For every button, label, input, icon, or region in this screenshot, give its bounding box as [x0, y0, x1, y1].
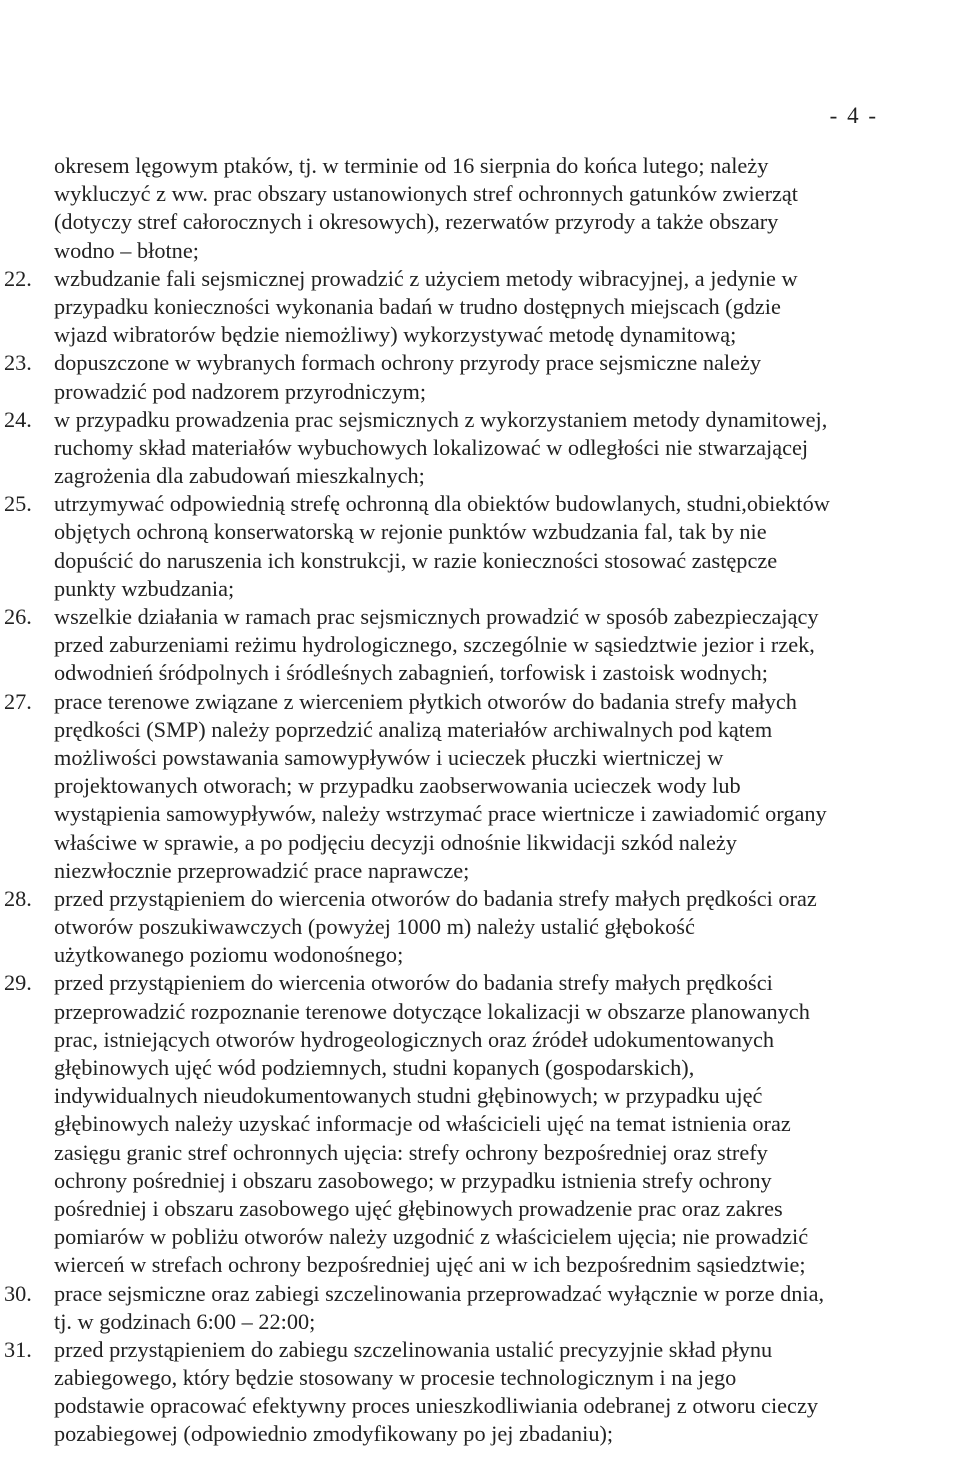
item-text: indywidualnych nieudokumentowanych studni głębinowych; w przypadku ujęć — [54, 1083, 763, 1109]
item-text: dopuszczone w wybranych formach ochrony przyrody prace sejsmiczne należy — [54, 350, 762, 376]
item-text: możliwości powstawania samowypływów i ucieczek płuczki wiertniczej w — [54, 744, 724, 770]
item-text: użytkowanego poziomu wodonośnego; — [54, 942, 404, 968]
text-line — [4, 1167, 914, 1195]
text-line — [4, 265, 914, 293]
text-line — [4, 406, 914, 434]
item-text: przeprowadzić rozpoznanie terenowe dotyczące lokalizacji w obszarze planowanych — [54, 998, 810, 1024]
text-line — [4, 1026, 914, 1054]
item-text: dopuścić do naruszenia ich konstrukcji, w razie konieczności stosować zastępcze — [54, 547, 778, 573]
item-number: 24. — [4, 406, 32, 432]
text-line — [4, 998, 914, 1026]
document-body — [4, 152, 914, 1449]
item-text: wystąpienia samowypływów, należy wstrzymać prace wiertnicze i zawiadomić organy — [54, 801, 827, 827]
item-text: (dotyczy stref całorocznych i okresowych), rezerwatów przyrody a także obszary — [54, 209, 779, 235]
item-text: tj. w godzinach 6:00 – 22:00; — [54, 1308, 316, 1334]
item-text: przed przystąpieniem do zabiegu szczelinowania ustalić precyzyjnie skład płynu — [54, 1336, 773, 1362]
text-line — [4, 1392, 914, 1420]
text-line — [4, 603, 914, 631]
item-text: pośredniej i obszaru zasobowego ujęć głębinowych prowadzenie prac oraz zakres — [54, 1195, 783, 1221]
text-line — [4, 490, 914, 518]
item-text: przypadku konieczności wykonania badań w trudno dostępnych miejscach (gdzie — [54, 293, 781, 319]
text-line — [4, 518, 914, 546]
text-line — [4, 1139, 914, 1167]
item-text: prędkości (SMP) należy poprzedzić analizą materiałów archiwalnych pod kątem — [54, 716, 773, 742]
item-text: ochrony pośredniej i obszaru zasobowego; w przypadku istnienia strefy ochrony — [54, 1167, 772, 1193]
text-line — [4, 349, 914, 377]
item-number: 26. — [4, 604, 32, 629]
text-line — [4, 208, 914, 236]
item-text: głębinowych należy uzyskać informacje od właścicieli ujęć na temat istnienia oraz — [54, 1111, 791, 1137]
item-text: zasięgu granic stref ochronnych ujęcia: strefy ochrony bezpośredniej oraz strefy — [54, 1139, 768, 1165]
item-text: przed zaburzeniami reżimu hydrologicznego, szczególnie w sąsiedztwie jezior i rzek, — [54, 632, 815, 658]
text-line — [4, 941, 914, 969]
item-text: prace sejsmiczne oraz zabiegi szczelinowania przeprowadzać wyłącznie w porze dnia, — [54, 1280, 825, 1306]
item-text: podstawie opracować efektywny proces unieszkodliwiania odebranej z otworu cieczy — [54, 1393, 818, 1419]
item-text: utrzymywać odpowiednią strefę ochronną dla obiektów budowlanych, studni,obiektów — [54, 491, 830, 517]
text-line — [4, 716, 914, 744]
item-text: pomiarów w pobliżu otworów należy uzgodnić z właścicielem ujęcia; nie prowadzić — [54, 1224, 809, 1250]
page-number: - 4 - — [829, 103, 878, 128]
text-line — [4, 180, 914, 208]
text-line — [4, 969, 914, 997]
item-text: prac, istniejących otworów hydrogeologicznych oraz źródeł udokumentowanych — [54, 1026, 775, 1052]
item-text: w przypadku prowadzenia prac sejsmicznych z wykorzystaniem metody dynamitowej, — [54, 406, 828, 432]
text-line — [4, 547, 914, 575]
list-item — [4, 406, 914, 491]
item-number: 31. — [4, 1336, 32, 1362]
text-line — [4, 237, 914, 265]
item-text: pozabiegowej (odpowiednio zmodyfikowany po jej zbadaniu); — [54, 1421, 614, 1447]
text-line — [4, 688, 914, 716]
text-line — [4, 1420, 914, 1448]
list-item — [4, 1336, 914, 1449]
item-text: wykluczyć z ww. prac obszary ustanowionych stref ochronnych gatunków zwierząt — [54, 181, 798, 207]
text-line — [4, 1195, 914, 1223]
list-item — [4, 969, 914, 1279]
item-number: 25. — [4, 491, 32, 517]
item-text: okresem lęgowym ptaków, tj. w terminie od 16 sierpnia do końca lutego; należy — [54, 153, 769, 178]
item-number: 28. — [4, 885, 32, 911]
text-line — [4, 293, 914, 321]
text-line — [4, 857, 914, 885]
item-number: 30. — [4, 1280, 32, 1306]
text-line — [4, 378, 914, 406]
item-text: wjazd wibratorów będzie niemożliwy) wykorzystywać metodę dynamitową; — [54, 322, 737, 348]
text-line — [4, 913, 914, 941]
text-line — [4, 829, 914, 857]
item-number: 22. — [4, 265, 32, 291]
text-line — [4, 434, 914, 462]
text-line — [4, 744, 914, 772]
item-text: wierceń w strefach ochrony bezpośredniej ujęć ani w ich bezpośrednim sąsiedztwie; — [54, 1252, 806, 1278]
item-text: wodno – błotne; — [54, 237, 199, 263]
text-line — [4, 575, 914, 603]
item-text: przed przystąpieniem do wiercenia otworów do badania strefy małych prędkości — [54, 970, 773, 996]
text-line — [4, 1110, 914, 1138]
text-line — [4, 321, 914, 349]
item-text: zagrożenia dla zabudowań mieszkalnych; — [54, 463, 425, 489]
text-line — [4, 1280, 914, 1308]
item-text: właściwe w sprawie, a po podjęciu decyzji odnośnie likwidacji szkód należy — [54, 829, 737, 855]
text-line — [4, 631, 914, 659]
item-text: prace terenowe związane z wierceniem płytkich otworów do badania strefy małych — [54, 688, 797, 714]
text-line — [4, 1364, 914, 1392]
list-item — [4, 603, 914, 688]
text-line — [4, 462, 914, 490]
list-item — [4, 885, 914, 970]
text-line — [4, 1054, 914, 1082]
item-text: przed przystąpieniem do wiercenia otworów do badania strefy małych prędkości oraz — [54, 885, 817, 911]
text-line — [4, 885, 914, 913]
item-text: wzbudzanie fali sejsmicznej prowadzić z użyciem metody wibracyjnej, a jedynie w — [54, 265, 798, 291]
item-text: zabiegowego, który będzie stosowany w procesie technologicznym i na jego — [54, 1365, 737, 1391]
item-number: 27. — [4, 688, 32, 714]
list-item — [4, 688, 914, 885]
text-line — [4, 152, 914, 180]
item-number: 23. — [4, 350, 32, 376]
text-line — [4, 1082, 914, 1110]
item-text: projektowanych otworach; w przypadku zaobserwowania ucieczek wody lub — [54, 773, 741, 799]
text-line — [4, 659, 914, 687]
item-text: odwodnień śródpolnych i śródleśnych zabagnień, torfowisk i zastoisk wodnych; — [54, 660, 768, 686]
item-text: objętych ochroną konserwatorską w rejonie punktów wzbudzania fal, tak by nie — [54, 519, 767, 545]
item-text: niezwłocznie przeprowadzić prace naprawcze; — [54, 857, 470, 883]
item-text: głębinowych ujęć wód podziemnych, studni kopanych (gospodarskich), — [54, 1055, 695, 1080]
text-line — [4, 800, 914, 828]
list-item — [4, 349, 914, 405]
item-text: prowadzić pod nadzorem przyrodniczym; — [54, 378, 427, 404]
text-line — [4, 1223, 914, 1251]
item-text: wszelkie działania w ramach prac sejsmicznych prowadzić w sposób zabezpieczający — [54, 604, 819, 629]
list-item — [4, 265, 914, 350]
text-line — [4, 1336, 914, 1364]
list-item-continuation — [4, 152, 914, 265]
item-number: 29. — [4, 970, 32, 996]
text-line — [4, 1308, 914, 1336]
item-text: ruchomy skład materiałów wybuchowych lokalizować w odległości nie stwarzającej — [54, 434, 809, 460]
list-item — [4, 490, 914, 603]
text-line — [4, 772, 914, 800]
list-item — [4, 1280, 914, 1336]
item-text: otworów poszukiwawczych (powyżej 1000 m) należy ustalić głębokość — [54, 914, 695, 940]
item-text: punkty wzbudzania; — [54, 575, 235, 601]
text-line — [4, 1251, 914, 1279]
